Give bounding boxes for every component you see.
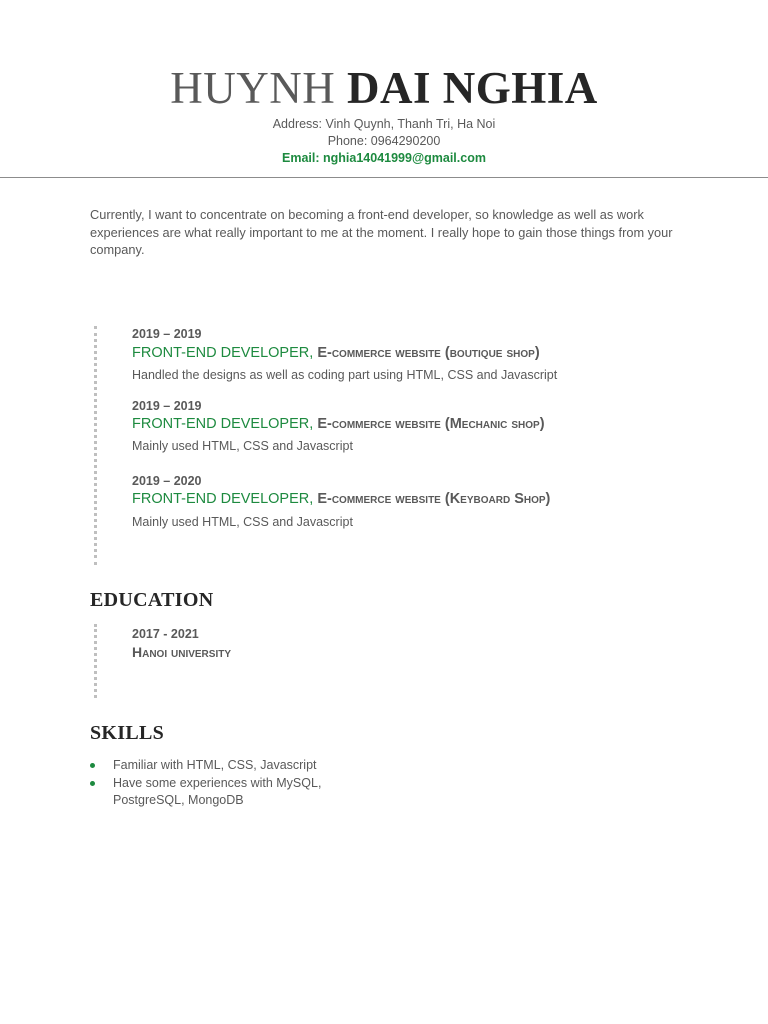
first-name: HUYNH (170, 63, 336, 113)
job-company: E-commerce website (boutique shop) (317, 345, 540, 361)
experience-description: Mainly used HTML, CSS and Javascript (132, 439, 353, 453)
candidate-name (0, 62, 768, 114)
skill-text: Have some experiences with MySQL, PostgreSQL, MongoDB (113, 776, 322, 807)
skill-item (90, 775, 350, 809)
job-role: FRONT-END DEVELOPER, (132, 416, 314, 432)
education-heading: EDUCATION (90, 589, 214, 611)
education-school: Hanoi university (132, 644, 232, 660)
experience-title (132, 489, 550, 509)
experience-title (132, 343, 540, 363)
skill-item (90, 757, 350, 774)
objective-summary: Currently, I want to concentrate on becoming a front-end developer, so knowledge as well as work experiences are what really important to me at the moment. I really hope to gain those things from your company. (90, 207, 673, 257)
job-company: E-commerce website (Mechanic shop) (317, 416, 545, 432)
experience-dates: 2019 – 2020 (132, 474, 202, 488)
address: Address: Vinh Quynh, Thanh Tri, Ha Noi (272, 117, 496, 131)
experience-timeline-bar (94, 326, 97, 565)
job-role: FRONT-END DEVELOPER, (132, 491, 314, 507)
phone: Phone: 0964290200 (327, 134, 441, 148)
skills-list (90, 757, 350, 810)
experience-title (132, 414, 545, 434)
skills-heading: SKILLS (90, 722, 165, 744)
education-timeline-bar (94, 624, 97, 698)
experience-dates: 2019 – 2019 (132, 399, 202, 413)
bullet-icon (90, 763, 95, 768)
experience-description: Handled the designs as well as coding part using HTML, CSS and Javascript (132, 368, 558, 382)
email: Email: nghia14041999@gmail.com (282, 151, 486, 165)
education-dates: 2017 - 2021 (132, 627, 199, 641)
experience-description: Mainly used HTML, CSS and Javascript (132, 515, 353, 529)
last-name: DAI NGHIA (346, 63, 598, 113)
job-role: FRONT-END DEVELOPER, (132, 345, 314, 361)
header-divider (0, 177, 768, 178)
bullet-icon (90, 781, 95, 786)
experience-dates: 2019 – 2019 (132, 327, 202, 341)
job-company: E-commerce website (Keyboard Shop) (317, 491, 551, 507)
skill-text: Familiar with HTML, CSS, Javascript (113, 758, 317, 772)
